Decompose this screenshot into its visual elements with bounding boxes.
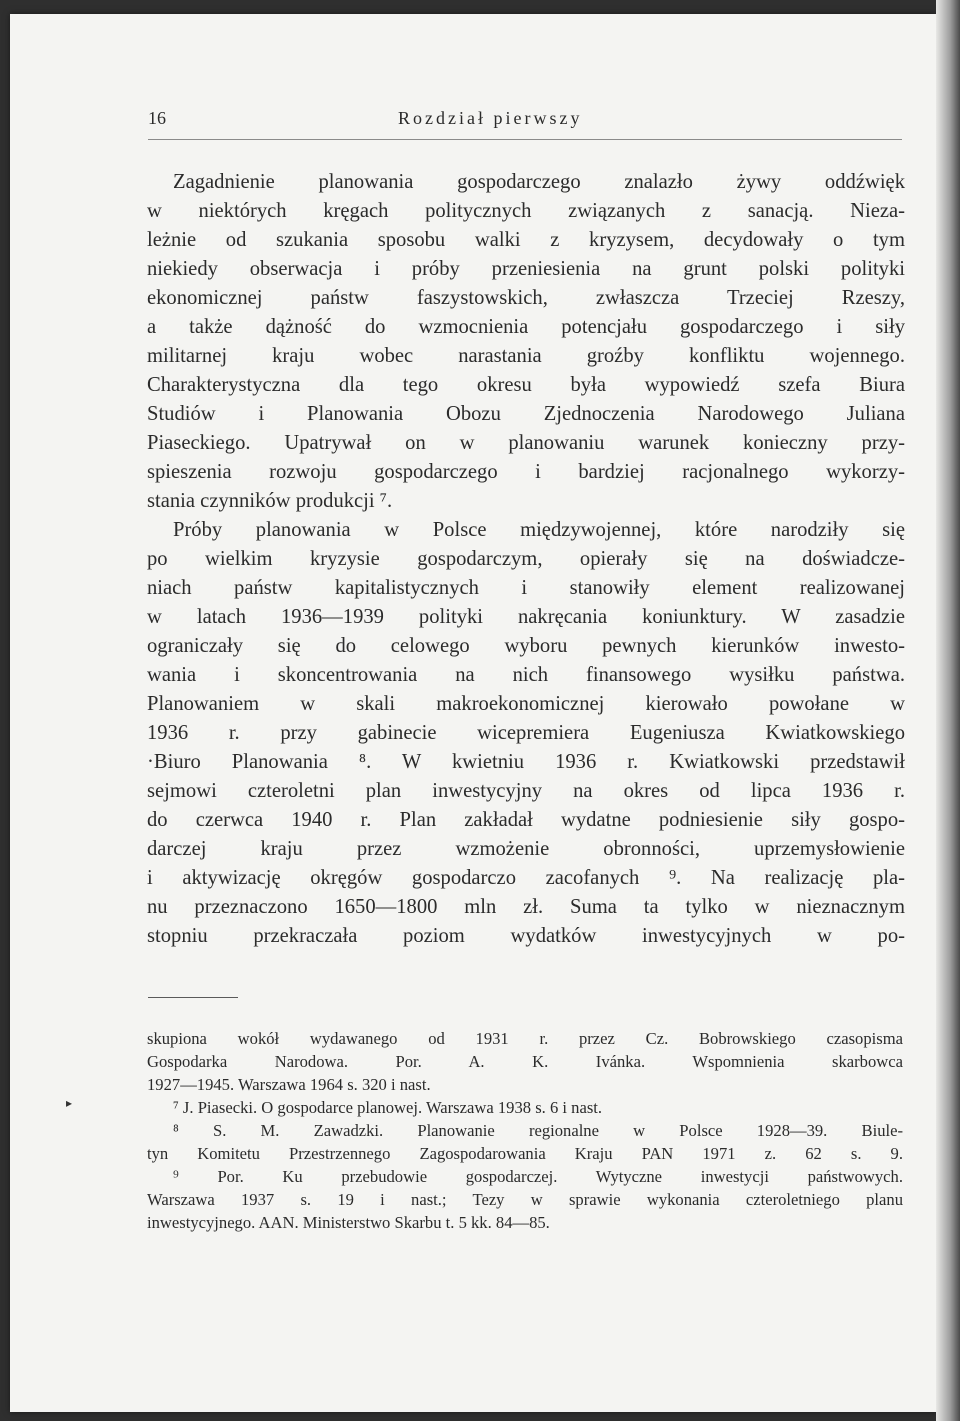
body-line: 1936 r. przy gabinecie wicepremiera Eugeniusza Kwiatkowskiego bbox=[147, 722, 905, 744]
footnote-line: ⁹ Por. Ku przebudowie gospodarczej. Wytyczne inwestycji państwowych. bbox=[173, 1167, 903, 1186]
page-header bbox=[148, 108, 902, 138]
body-line: nu przeznaczono 1650—1800 mln zł. Suma ta tylko w nieznacznym bbox=[147, 896, 905, 918]
body-line: ekonomicznej państw faszystowskich, zwłaszcza Trzeciej Rzeszy, bbox=[147, 287, 905, 309]
page-edge-shadow bbox=[936, 0, 960, 1421]
body-line: niekiedy obserwacja i próby przeniesienia na grunt polski polityki bbox=[147, 258, 905, 280]
footnote-line: ⁷ J. Piasecki. O gospodarce planowej. Warszawa 1938 s. 6 i nast. bbox=[173, 1098, 603, 1117]
body-line: Zagadnienie planowania gospodarczego znalazło żywy oddźwięk bbox=[173, 171, 905, 193]
body-line: w niektórych kręgach politycznych związanych z sanacją. Nieza- bbox=[147, 200, 905, 222]
footnotes bbox=[147, 1027, 903, 1234]
body-text bbox=[147, 168, 905, 951]
margin-speck bbox=[66, 1096, 74, 1102]
footnote-line: Warszawa 1937 s. 19 i nast.; Tezy w sprawie wykonania czteroletniego planu bbox=[147, 1190, 903, 1209]
body-line: spieszenia rozwoju gospodarczego i bardziej racjonalnego wykorzy- bbox=[147, 461, 905, 483]
footnote-rule bbox=[148, 997, 238, 998]
body-line: darczej kraju przez wzmożenie obronności, uprzemysłowienie bbox=[147, 838, 905, 860]
footnote-line: ⁸ S. M. Zawadzki. Planowanie regionalne w Polsce 1928—39. Biule- bbox=[173, 1121, 903, 1140]
footnote-line: tyn Komitetu Przestrzennego Zagospodarowania Kraju PAN 1971 z. 62 s. 9. bbox=[147, 1144, 903, 1163]
body-line: wania i skoncentrowania na nich finansowego wysiłku państwa. bbox=[147, 664, 905, 686]
footnote-line: inwestycyjnego. AAN. Ministerstwo Skarbu t. 5 kk. 84—85. bbox=[147, 1213, 550, 1232]
body-line: w latach 1936—1939 polityki nakręcania koniunktury. W zasadzie bbox=[147, 606, 905, 628]
body-line: leżnie od szukania sposobu walki z kryzysem, decydowały o tym bbox=[147, 229, 905, 251]
body-line: militarnej kraju wobec narastania groźby konfliktu wojennego. bbox=[147, 345, 905, 367]
header-rule bbox=[148, 139, 902, 140]
body-line: i aktywizację okręgów gospodarczo zacofanych ⁹. Na realizację pla- bbox=[147, 867, 905, 889]
footnote-line: 1927—1945. Warszawa 1964 s. 320 i nast. bbox=[147, 1075, 431, 1094]
body-line: Studiów i Planowania Obozu Zjednoczenia Narodowego Juliana bbox=[147, 403, 905, 425]
body-line: niach państw kapitalistycznych i stanowiły element realizowanej bbox=[147, 577, 905, 599]
running-head: Rozdział pierwszy bbox=[398, 108, 583, 128]
body-line: ·Biuro Planowania ⁸. W kwietniu 1936 r. Kwiatkowski przedstawił bbox=[147, 751, 905, 773]
body-line: Piaseckiego. Upatrywał on w planowaniu warunek konieczny przy- bbox=[147, 432, 905, 454]
body-line: do czerwca 1940 r. Plan zakładał wydatne podniesienie siły gospo- bbox=[147, 809, 905, 831]
body-line: Charakterystyczna dla tego okresu była wypowiedź szefa Biura bbox=[147, 374, 905, 396]
page-number: 16 bbox=[148, 108, 166, 128]
footnote-line: skupiona wokół wydawanego od 1931 r. przez Cz. Bobrowskiego czasopisma bbox=[147, 1029, 903, 1048]
body-line: sejmowi czteroletni plan inwestycyjny na okres od lipca 1936 r. bbox=[147, 780, 905, 802]
body-line: stopniu przekraczała poziom wydatków inwestycyjnych w po- bbox=[147, 925, 905, 947]
body-line: stania czynników produkcji ⁷. bbox=[147, 490, 393, 512]
body-line: a także dążność do wzmocnienia potencjału gospodarczego i siły bbox=[147, 316, 905, 338]
footnote-line: Gospodarka Narodowa. Por. A. K. Ivánka. Wspomnienia skarbowca bbox=[147, 1052, 903, 1071]
body-line: Planowaniem w skali makroekonomicznej kierowało powołane w bbox=[147, 693, 905, 715]
body-line: ograniczały się do celowego wyboru pewnych kierunków inwesto- bbox=[147, 635, 905, 657]
body-line: po wielkim kryzysie gospodarczym, opierały się na doświadcze- bbox=[147, 548, 905, 570]
body-line: Próby planowania w Polsce międzywojennej, które narodziły się bbox=[173, 519, 905, 541]
